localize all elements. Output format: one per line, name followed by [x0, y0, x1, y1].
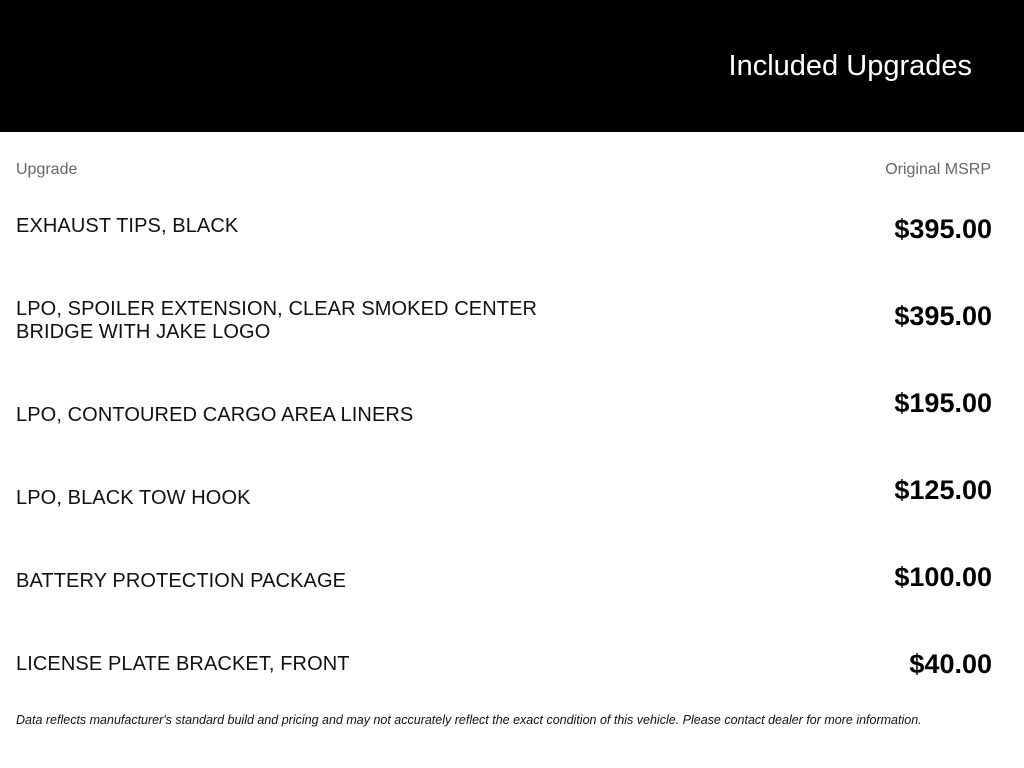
upgrade-price: $395.00 [894, 214, 992, 244]
column-header-msrp: Original MSRP [885, 161, 991, 178]
disclaimer-text: Data reflects manufacturer's standard build and pricing and may not accurately reflect the exact condition of this vehicle. Please contact dealer for more information. [16, 713, 922, 727]
upgrade-name: BATTERY PROTECTION PACKAGE [16, 570, 347, 592]
column-header-upgrade: Upgrade [16, 161, 78, 178]
upgrade-name: LPO, BLACK TOW HOOK [16, 487, 251, 509]
upgrade-price: $125.00 [894, 475, 992, 505]
upgrade-row [16, 387, 992, 474]
upgrade-name: EXHAUST TIPS, BLACK [16, 215, 239, 237]
page-title: Included Upgrades [728, 50, 972, 82]
header-banner [0, 0, 1024, 132]
upgrade-row [16, 561, 992, 648]
upgrade-row [16, 474, 992, 561]
upgrade-name: LICENSE PLATE BRACKET, FRONT [16, 653, 350, 675]
upgrade-name: LPO, CONTOURED CARGO AREA LINERS [16, 404, 414, 426]
upgrade-price: $195.00 [894, 388, 992, 418]
upgrade-row [16, 300, 992, 387]
upgrade-price: $100.00 [894, 562, 992, 592]
upgrade-price: $40.00 [909, 649, 992, 679]
upgrade-name: LPO, SPOILER EXTENSION, CLEAR SMOKED CENTER BRIDGE WITH JAKE LOGO [16, 298, 538, 343]
upgrade-price: $395.00 [894, 301, 992, 331]
upgrade-row [16, 213, 992, 300]
